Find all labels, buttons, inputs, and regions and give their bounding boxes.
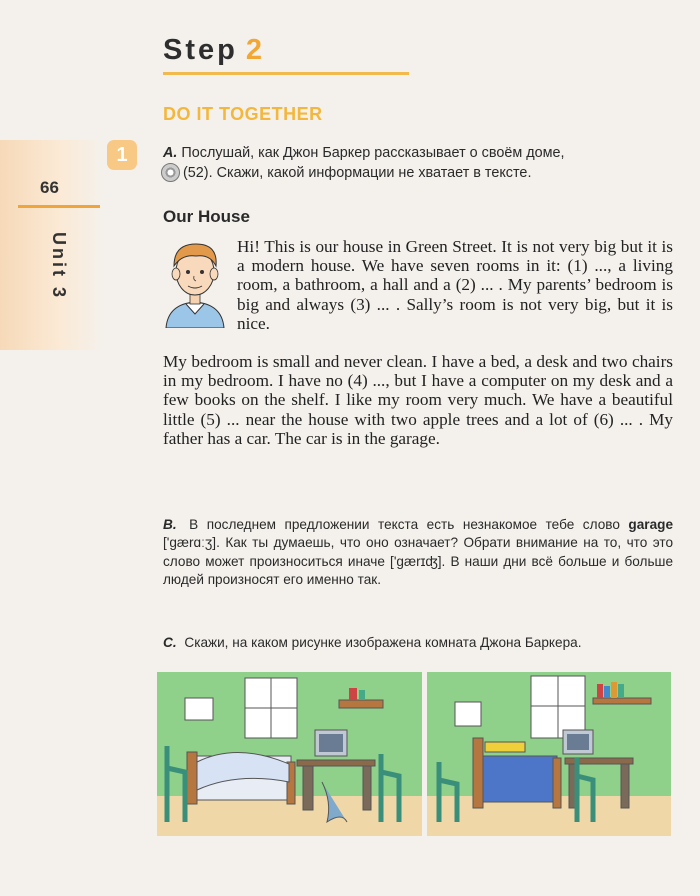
task-c bbox=[163, 634, 673, 652]
story-paragraph-top: Hi! This is our house in Green Street. It is not very big but it is a modern house. We have seven rooms in it: (1) ..., a living room, a bathroom, a hall and a (2) ... . My parents’ bedroom is big and always (3) ... . Sally’s room is not very big, but it is nice. bbox=[237, 237, 673, 333]
task-c-text: Скажи, на каком рисунке изображена комната Джона Баркера. bbox=[184, 635, 582, 650]
page-number-rule bbox=[18, 205, 100, 208]
step-word: Step bbox=[163, 34, 238, 66]
text-title: Our House bbox=[163, 207, 250, 226]
messy-bedroom-picture bbox=[157, 672, 422, 836]
task-b-transcription2: ['gærɪʤ]. bbox=[390, 553, 446, 569]
page-number: 66 bbox=[40, 178, 59, 197]
task-b bbox=[163, 516, 673, 590]
task-a bbox=[163, 143, 668, 183]
task-number-badge: 1 bbox=[107, 140, 137, 170]
unit-number: 3 bbox=[49, 287, 69, 301]
unit-word: Unit bbox=[49, 232, 69, 279]
task-a-line1: Послушай, как Джон Баркер рассказывает о своём доме, bbox=[181, 145, 565, 161]
section-title: DO IT TOGETHER bbox=[163, 104, 323, 124]
story-paragraph-bottom: My bedroom is small and never clean. I have a bed, a desk and two chairs in my bedroom. I have no (4) ..., but I have a computer on my desk and a few books on the shelf. I like my room very much. We have a beautiful little (5) ... near the house with two apple trees and a lot of (6) ... . My father has a car. The car is in the garage. bbox=[163, 352, 673, 448]
task-b-transcription1: ['gærɑːʒ]. bbox=[163, 535, 220, 551]
step-title bbox=[163, 34, 262, 67]
task-b-part3: В наши дни всё больше и больше людей произносят его именно так. bbox=[163, 553, 674, 588]
unit-label bbox=[48, 232, 69, 300]
task-b-part1: В последнем предложении текста есть незнакомое тебе слово bbox=[189, 517, 620, 532]
step-underline bbox=[163, 72, 409, 75]
boy-portrait-icon bbox=[160, 236, 230, 328]
tidy-bedroom-picture bbox=[427, 672, 671, 836]
task-a-label: A. bbox=[163, 145, 178, 161]
task-c-label: C. bbox=[163, 635, 177, 650]
task-b-part2: Как ты думаешь, что оно означает? Обрати внимание на то, что это слово может произноситься иначе bbox=[163, 535, 674, 569]
task-b-label: B. bbox=[163, 517, 177, 532]
task-a-line2: (52). Скажи, какой информации не хватает в тексте. bbox=[183, 165, 532, 181]
step-number: 2 bbox=[245, 34, 262, 66]
audio-cd-icon bbox=[161, 163, 180, 182]
task-b-word: garage bbox=[628, 517, 673, 532]
